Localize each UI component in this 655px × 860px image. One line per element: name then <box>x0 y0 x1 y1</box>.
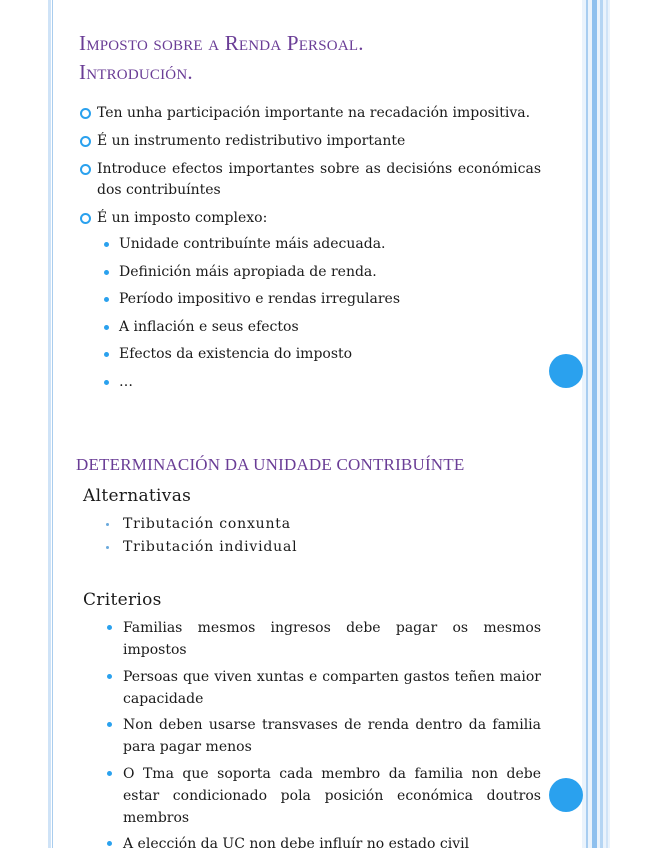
right-frame-line-3 <box>600 0 603 848</box>
list-item: Ten unha participación importante na recadación impositiva. <box>79 103 541 124</box>
left-frame-line-thin <box>52 0 53 848</box>
list-item: Persoas que viven xuntas e comparten gastos teñen maior capacidade <box>105 666 541 710</box>
left-frame-line <box>48 0 51 848</box>
sub-list-item: Efectos da existencia do imposto <box>97 344 541 365</box>
list-item: Tributación individual <box>105 536 297 559</box>
right-frame-line-2 <box>592 0 597 848</box>
slide-marker-dot-1 <box>549 354 583 388</box>
slide1-bullet-list <box>79 103 541 400</box>
slide2-title: DETERMINACIÓN DA UNIDADE CONTRIBUÍNTE <box>76 455 465 474</box>
alternatives-list <box>105 513 297 559</box>
list-item: Non deben usarse transvases de renda dentro da familia para pagar menos <box>105 714 541 758</box>
sub-list-item: Unidade contribuínte máis adecuada. <box>97 234 541 255</box>
sub-list-item: Definición máis apropiada de renda. <box>97 262 541 283</box>
slide1-title-line2: Introdución. <box>79 60 193 84</box>
list-item: É un instrumento redistributivo importante <box>79 131 541 152</box>
list-item: O Tma que soporta cada membro da familia non debe estar condicionado pola posición económica doutros membros <box>105 763 541 829</box>
list-item: A elección da UC non debe influír no estado civil <box>105 833 541 855</box>
list-item: Familias mesmos ingresos debe pagar os mesmos impostos <box>105 617 541 661</box>
right-frame-line-4 <box>606 0 608 848</box>
slide1-title-line1: Imposto sobre a Renda Persoal. <box>79 31 364 55</box>
criteria-list <box>105 617 541 860</box>
slide1-sub-list <box>97 234 541 393</box>
right-frame-line-1 <box>586 0 588 848</box>
list-item-text: É un imposto complexo: <box>97 210 268 226</box>
alternatives-heading: Alternativas <box>83 486 192 506</box>
list-item: Tributación conxunta <box>105 513 297 536</box>
sub-list-item: A inflación e seus efectos <box>97 317 541 338</box>
sub-list-item: … <box>97 372 541 393</box>
list-item: Introduce efectos importantes sobre as decisións económicas dos contribuíntes <box>79 159 541 201</box>
slide-marker-dot-2 <box>549 778 583 812</box>
list-item <box>79 208 541 393</box>
criteria-heading: Criterios <box>83 590 162 610</box>
sub-list-item: Período impositivo e rendas irregulares <box>97 289 541 310</box>
